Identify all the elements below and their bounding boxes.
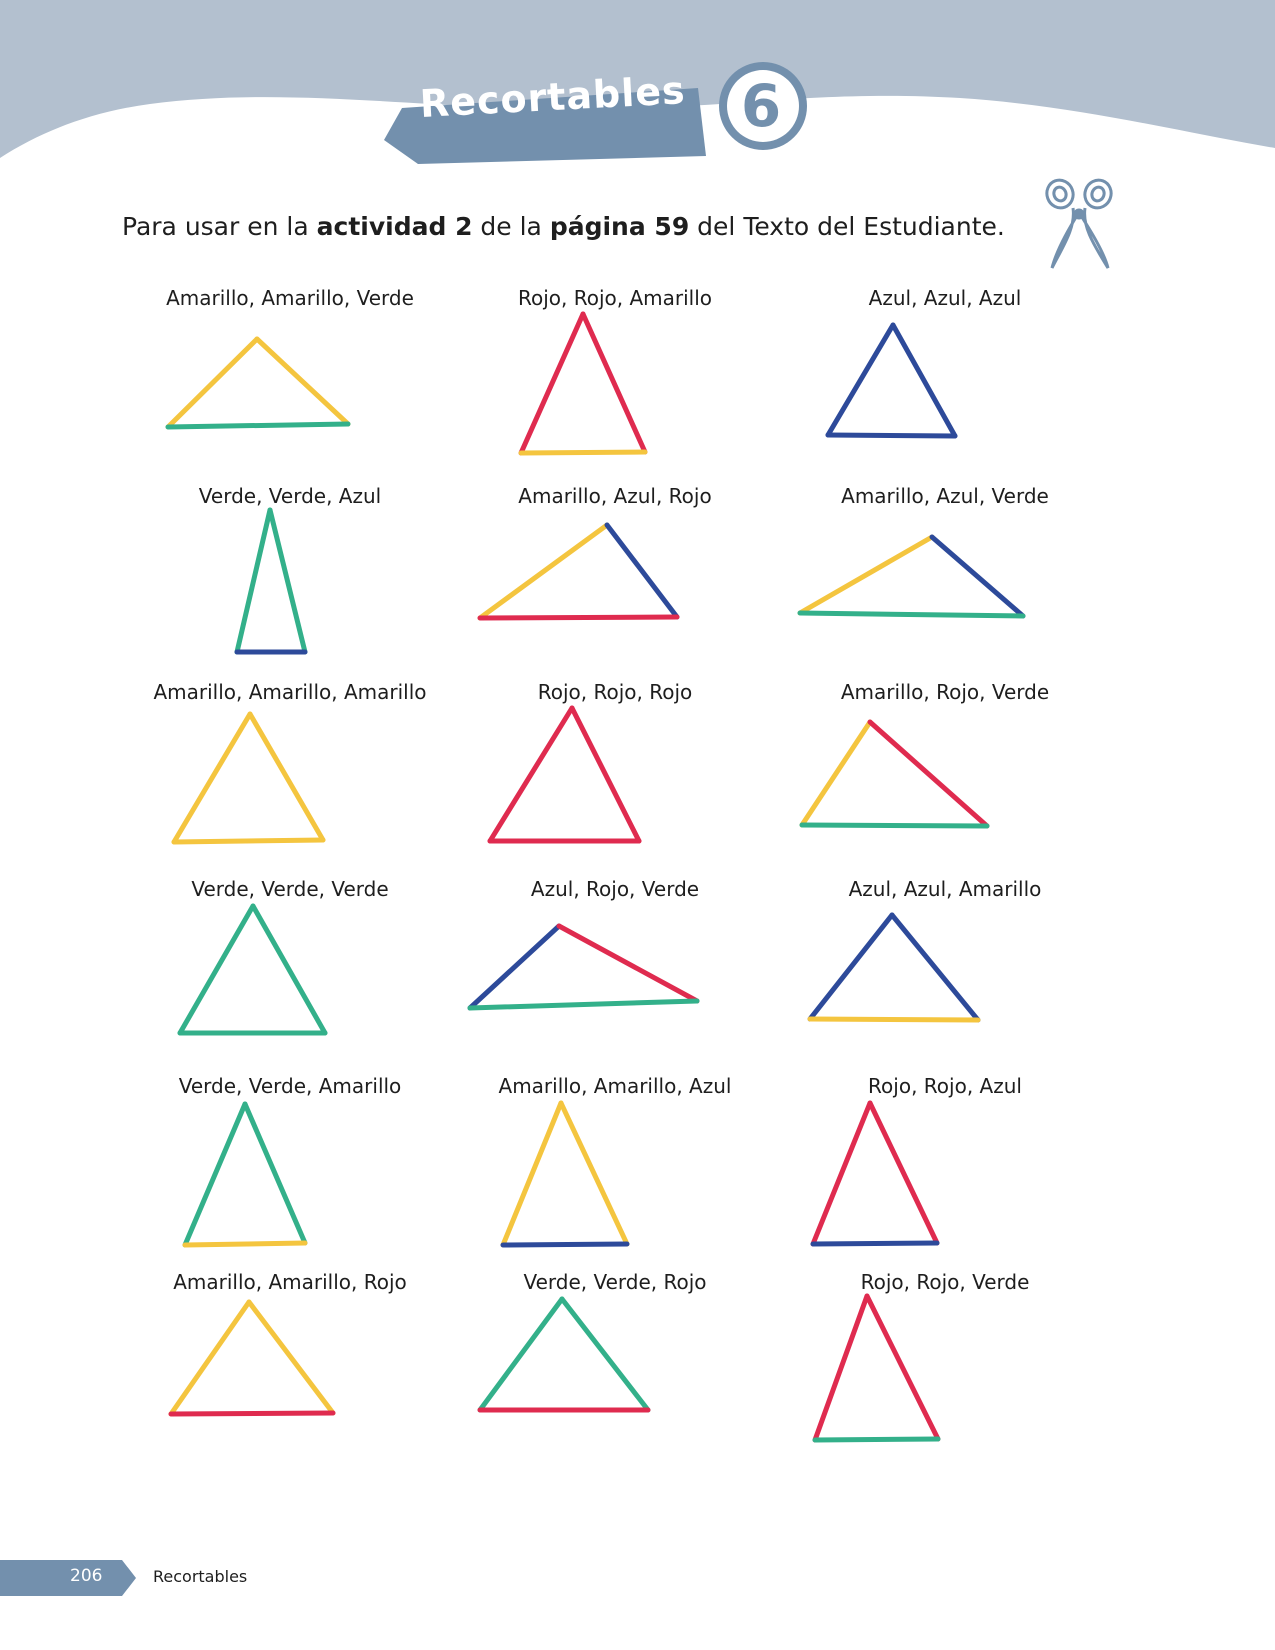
triangle-card: [120, 286, 460, 491]
page-number: 206: [70, 1566, 103, 1586]
triangle-card: [120, 680, 460, 885]
triangle-stick-base: [470, 1001, 697, 1008]
page-title: Recortables: [418, 68, 687, 126]
triangle-card: [120, 484, 460, 689]
triangle-stick-right: [245, 1104, 305, 1243]
triangle-figure: [465, 903, 765, 1083]
triangle-card: [775, 680, 1115, 885]
triangle-label: Verde, Verde, Rojo: [523, 1270, 707, 1294]
triangle-label: Amarillo, Azul, Rojo: [518, 484, 712, 508]
triangle-stick-base: [503, 1244, 627, 1245]
triangle-stick-base: [810, 1019, 978, 1020]
triangle-label: Rojo, Rojo, Verde: [860, 1270, 1030, 1294]
triangle-stick-left: [815, 1296, 867, 1440]
triangle-card: [445, 680, 785, 885]
triangle-card: [445, 1270, 785, 1475]
instruction-post: del Texto del Estudiante.: [689, 212, 1005, 241]
triangle-figure: [795, 312, 1095, 492]
triangle-label: Verde, Verde, Amarillo: [178, 1074, 402, 1098]
triangle-stick-left: [237, 510, 270, 652]
triangle-stick-right: [257, 339, 348, 424]
scissors-icon: [1040, 178, 1120, 274]
triangle-figure: [795, 1296, 1095, 1476]
triangle-figure: [140, 903, 440, 1083]
triangle-card: [120, 1270, 460, 1475]
instruction-text: [122, 212, 1005, 241]
triangle-stick-right: [870, 722, 987, 826]
triangle-label: Amarillo, Rojo, Verde: [840, 680, 1050, 704]
triangle-stick-right: [867, 1296, 938, 1439]
page-title-number: 6: [740, 72, 782, 140]
triangle-label: Amarillo, Amarillo, Amarillo: [153, 680, 427, 704]
triangle-stick-right: [561, 1103, 627, 1244]
triangle-stick-base: [800, 613, 1023, 616]
triangle-stick-left: [171, 1302, 249, 1414]
triangle-stick-base: [815, 1439, 938, 1440]
triangle-stick-left: [503, 1103, 561, 1245]
triangle-figure: [140, 312, 440, 492]
triangle-stick-right: [892, 915, 978, 1020]
triangle-stick-base: [828, 435, 955, 436]
triangle-stick-left: [802, 722, 870, 825]
triangle-card: [445, 877, 785, 1082]
triangle-figure: [140, 1296, 440, 1476]
triangle-figure: [795, 1100, 1095, 1280]
triangle-stick-left: [180, 906, 253, 1033]
triangle-card: [120, 1074, 460, 1279]
triangle-stick-left: [828, 325, 893, 435]
triangle-stick-left: [185, 1104, 245, 1245]
triangle-stick-base: [185, 1243, 305, 1245]
triangle-stick-left: [800, 537, 932, 613]
triangle-label: Amarillo, Azul, Verde: [841, 484, 1049, 508]
triangle-stick-right: [607, 525, 677, 617]
triangle-figure: [465, 510, 765, 690]
instruction-page: página 59: [549, 212, 690, 241]
triangle-card: [120, 877, 460, 1082]
triangle-stick-base: [171, 1413, 333, 1414]
triangle-figure: [140, 1100, 440, 1280]
triangle-figure: [140, 706, 440, 886]
triangle-stick-left: [480, 525, 607, 618]
triangle-label: Amarillo, Amarillo, Verde: [166, 286, 414, 310]
triangle-stick-left: [813, 1103, 870, 1244]
triangle-label: Azul, Rojo, Verde: [530, 877, 700, 901]
triangle-figure: [465, 312, 765, 492]
triangle-stick-base: [168, 424, 348, 427]
triangle-figure: [795, 903, 1095, 1083]
triangle-stick-base: [802, 825, 987, 826]
triangle-stick-right: [270, 510, 305, 652]
triangle-label: Amarillo, Amarillo, Rojo: [173, 1270, 407, 1294]
triangle-label: Rojo, Rojo, Azul: [868, 1074, 1022, 1098]
triangle-card: [445, 484, 785, 689]
triangle-stick-left: [521, 314, 583, 453]
triangle-stick-base: [521, 452, 645, 453]
triangle-label: Azul, Azul, Amarillo: [848, 877, 1042, 901]
triangle-figure: [465, 1100, 765, 1280]
triangle-stick-right: [562, 1299, 648, 1410]
triangle-stick-left: [174, 714, 250, 842]
triangle-stick-left: [470, 926, 559, 1008]
triangle-figure: [140, 510, 440, 690]
triangle-card: [775, 286, 1115, 491]
triangle-figure: [465, 706, 765, 886]
footer-section-label: Recortables: [153, 1567, 248, 1586]
triangle-card: [445, 1074, 785, 1279]
instruction-pre: Para usar en la: [122, 212, 317, 241]
triangle-card: [775, 484, 1115, 689]
triangle-card: [775, 877, 1115, 1082]
triangle-card: [775, 1074, 1115, 1279]
triangle-stick-right: [249, 1302, 333, 1413]
triangle-figure: [795, 510, 1095, 690]
triangle-stick-right: [870, 1103, 937, 1243]
triangle-stick-left: [480, 1299, 562, 1410]
triangle-stick-right: [583, 314, 645, 452]
triangle-stick-left: [490, 708, 572, 841]
triangle-figure: [795, 706, 1095, 886]
triangle-stick-right: [250, 714, 323, 840]
triangle-stick-base: [813, 1243, 937, 1244]
instruction-mid: de la: [472, 212, 550, 241]
triangle-label: Amarillo, Amarillo, Azul: [498, 1074, 732, 1098]
triangle-stick-base: [480, 617, 677, 618]
triangle-stick-base: [174, 840, 323, 842]
triangle-stick-right: [572, 708, 639, 841]
triangle-label: Rojo, Rojo, Amarillo: [517, 286, 713, 310]
triangle-label: Rojo, Rojo, Rojo: [537, 680, 693, 704]
triangle-card: [445, 286, 785, 491]
triangle-stick-right: [253, 906, 325, 1033]
instruction-activity: actividad 2: [316, 212, 473, 241]
triangle-stick-right: [932, 537, 1023, 616]
triangle-stick-left: [810, 915, 892, 1019]
triangle-card: [775, 1270, 1115, 1475]
triangle-figure: [465, 1296, 765, 1476]
triangle-label: Verde, Verde, Verde: [191, 877, 389, 901]
triangle-label: Verde, Verde, Azul: [198, 484, 382, 508]
triangle-label: Azul, Azul, Azul: [868, 286, 1022, 310]
triangle-stick-right: [559, 926, 697, 1001]
triangle-stick-left: [168, 339, 257, 427]
triangle-stick-right: [893, 325, 955, 436]
